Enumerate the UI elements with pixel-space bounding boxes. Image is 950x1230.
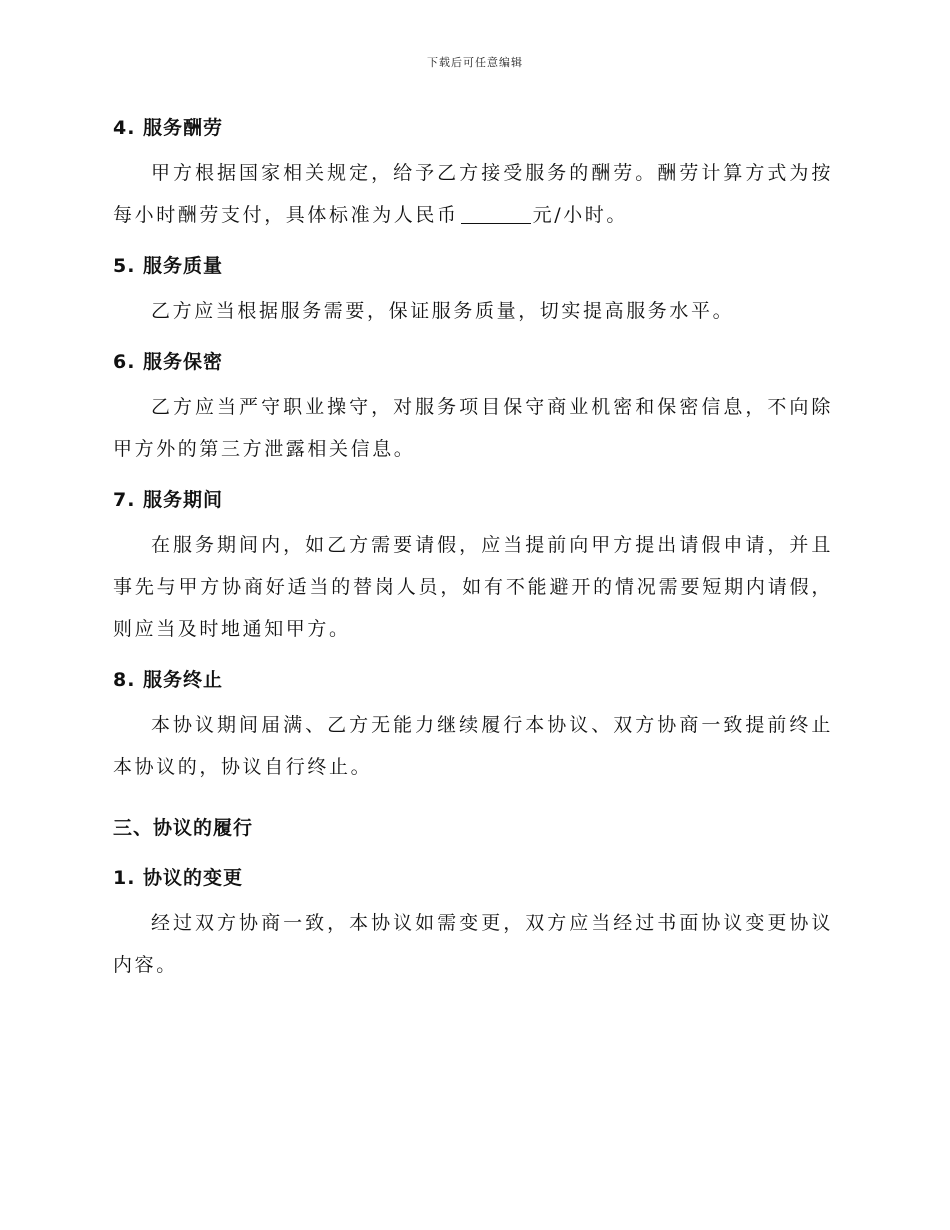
part-title-agreement-performance: 三、协议的履行 [113,817,254,839]
section-title-service-quality: 5. 服务质量 [113,255,224,277]
section-title-service-termination: 8. 服务终止 [113,669,224,691]
section-title-agreement-change: 1. 协议的变更 [113,867,244,889]
spacer [113,798,833,808]
service-fee-text-1: 甲方根据国家相关规定，给予乙方接受服务的酬劳。酬劳计算方式为按每小时酬劳支付，具体标准为人民币 [113,162,833,226]
spacer [113,848,833,858]
paragraph-service-period: 在服务期间内，如乙方需要请假，应当提前向甲方提出请假申请，并且事先与甲方协商好适当的替岗人员，如有不能避开的情况需要短期内请假，则应当及时地通知甲方。 [113,534,833,640]
paragraph-agreement-change: 经过双方协商一致，本协议如需变更，双方应当经过书面协议变更协议内容。 [113,912,833,976]
page-header: 下载后可任意编辑 [427,56,523,69]
document-body [113,108,833,986]
section-title-service-period: 7. 服务期间 [113,489,224,511]
paragraph-service-fee [113,152,833,236]
paragraph-service-termination: 本协议期间届满、乙方无能力继续履行本协议、双方协商一致提前终止本协议的，协议自行终止。 [113,714,833,778]
service-fee-text-2: 元/小时。 [532,204,629,226]
paragraph-confidentiality: 乙方应当严守职业操守，对服务项目保守商业机密和保密信息，不向除甲方外的第三方泄露相关信息。 [113,396,833,460]
section-title-service-fee: 4. 服务酬劳 [113,117,224,139]
section-title-confidentiality: 6. 服务保密 [113,351,224,373]
rate-blank-field[interactable] [461,205,531,224]
paragraph-service-quality: 乙方应当根据服务需要，保证服务质量，切实提高服务水平。 [151,300,735,322]
